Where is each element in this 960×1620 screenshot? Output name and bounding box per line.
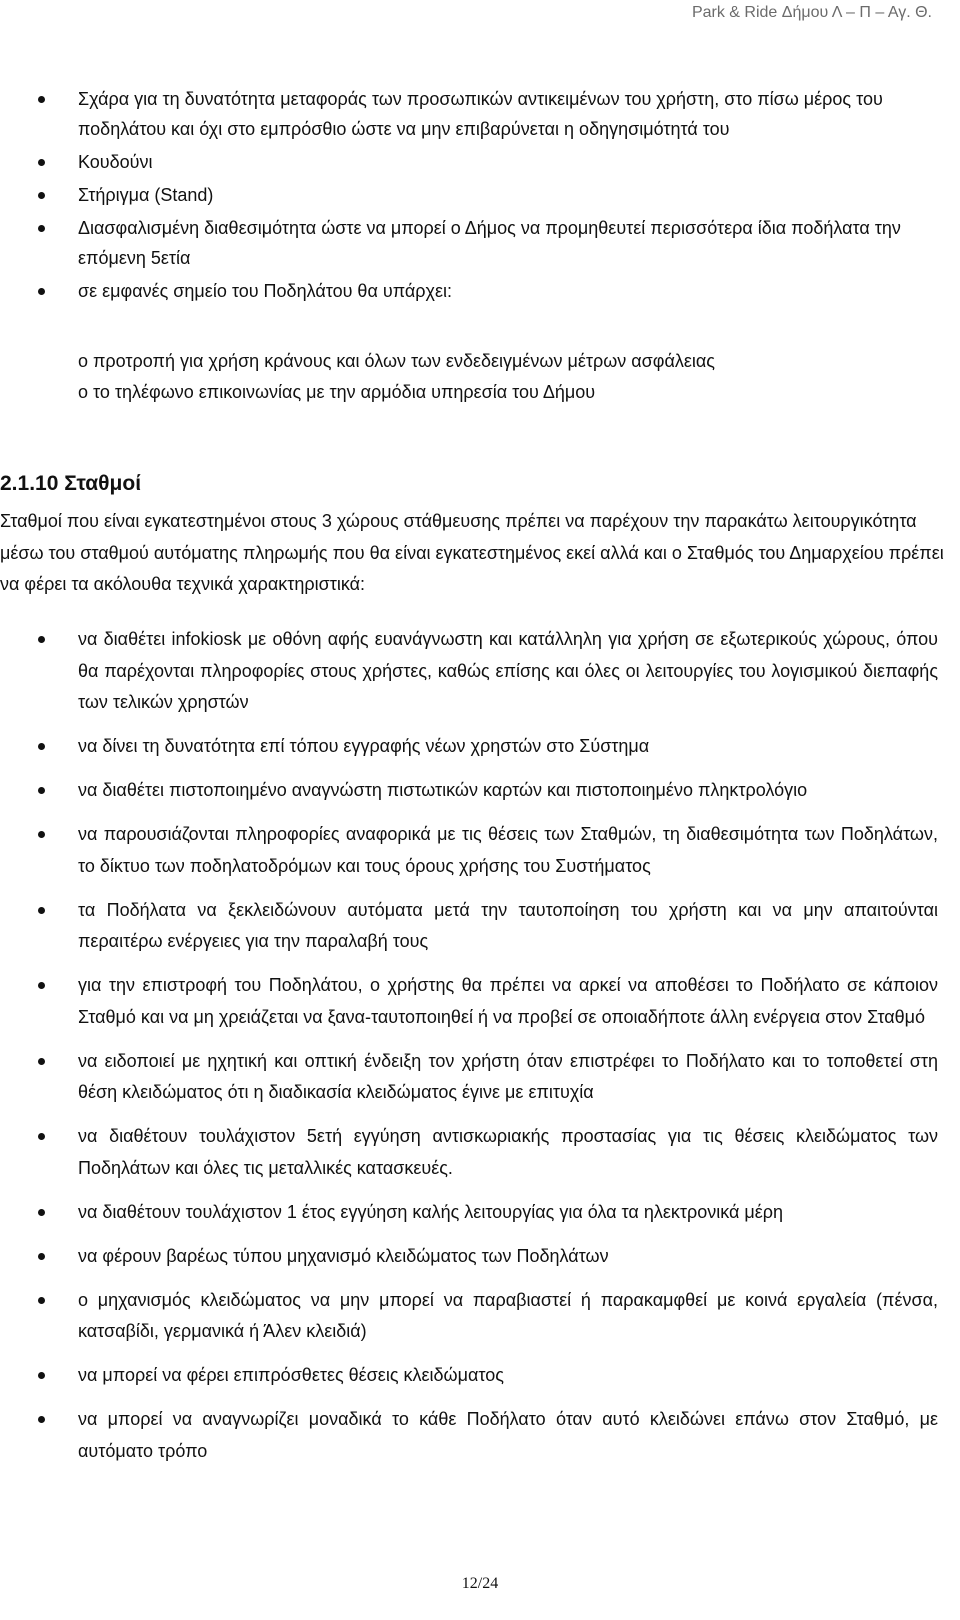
sub-item: o το τηλέφωνο επικοινωνίας με την αρμόδια υπηρεσία του Δήμου xyxy=(78,377,938,408)
page-header: Park & Ride Δήμου Λ – Π – Αγ. Θ. xyxy=(691,4,932,21)
list-item: να ειδοποιεί με ηχητική και οπτική ένδειξη τον χρήστη όταν επιστρέφει το Ποδήλατο και το τοποθετεί στη θέση κλειδώματος ότι η διαδικασία κλειδώματος έγινε με επιτυχία xyxy=(0,1046,940,1109)
list-item: σε εμφανές σημείο του Ποδηλάτου θα υπάρχει: xyxy=(0,276,960,306)
requirements-list xyxy=(0,624,940,1480)
section-intro: Σταθμοί που είναι εγκατεστημένοι στους 3 χώρους στάθμευσης πρέπει να παρέχουν την παρακάτω λειτουργικότητα μέσω του σταθμού αυτόματης πληρωμής που θα είναι εγκατεστημένος εκεί αλλά και ο Σταθμός του Δημαρχείου πρέπει να φέρει τα ακόλουθα τεχνικά χαρακτηριστικά: xyxy=(0,511,944,594)
page-number: 12/24 xyxy=(461,1575,499,1592)
list-item: Διασφαλισμένη διαθεσιμότητα ώστε να μπορεί ο Δήμος να προμηθευτεί περισσότερα ίδια ποδήλατα την επόμενη 5ετία xyxy=(0,213,960,273)
section-title: 2.1.10 Σταθμοί xyxy=(0,472,142,495)
list-item: Κουδούνι xyxy=(0,147,960,177)
sub-item: o προτροπή για χρήση κράνους και όλων των ενδεδειγμένων μέτρων ασφάλειας xyxy=(78,346,938,377)
list-item: ο μηχανισμός κλειδώματος να μην μπορεί να παραβιαστεί ή παρακαμφθεί με κοινά εργαλεία (πένσα, κατσαβίδι, γερμανικά ή Άλεν κλειδιά) xyxy=(0,1285,940,1348)
list-item: τα Ποδήλατα να ξεκλειδώνουν αυτόματα μετά την ταυτοποίηση του χρήστη και να μην απαιτούνται περαιτέρω ενέργειες για την παραλαβή τους xyxy=(0,895,940,958)
list-item: να διαθέτει infokiosk με οθόνη αφής ευανάγνωστη και κατάλληλη για χρήση σε εξωτερικούς χώρους, όπου θα παρέχονται πληροφορίες στους χρήστες, καθώς επίσης και όλες οι λειτουργίες του λογισμικού διεπαφής των τελικών χρηστών xyxy=(0,624,940,719)
list-item: Στήριγμα (Stand) xyxy=(0,180,960,210)
list-item: να μπορεί να αναγνωρίζει μοναδικά το κάθε Ποδήλατο όταν αυτό κλειδώνει επάνω στον Σταθμό, με αυτόματο τρόπο xyxy=(0,1404,940,1467)
list-item: να παρουσιάζονται πληροφορίες αναφορικά με τις θέσεις των Σταθμών, τη διαθεσιμότητα των Ποδηλάτων, το δίκτυο των ποδηλατοδρόμων και τους όρους χρήσης του Συστήματος xyxy=(0,819,940,882)
list-item: να διαθέτουν τουλάχιστον 5ετή εγγύηση αντισκωριακής προστασίας για τις θέσεις κλειδώματος των Ποδηλάτων και όλες τις μεταλλικές κατασκευές. xyxy=(0,1121,940,1184)
list-item: να διαθέτουν τουλάχιστον 1 έτος εγγύηση καλής λειτουργίας για όλα τα ηλεκτρονικά μέρη xyxy=(0,1197,940,1229)
features-list xyxy=(0,84,960,309)
sub-list xyxy=(78,346,938,408)
list-item: να φέρουν βαρέως τύπου μηχανισμό κλειδώματος των Ποδηλάτων xyxy=(0,1241,940,1273)
list-item: να δίνει τη δυνατότητα επί τόπου εγγραφής νέων χρηστών στο Σύστημα xyxy=(0,731,940,763)
list-item: Σχάρα για τη δυνατότητα μεταφοράς των προσωπικών αντικειμένων του χρήστη, στο πίσω μέρος του ποδηλάτου και όχι στο εμπρόσθιο ώστε να μην επιβαρύνεται η οδηγησιμότητά του xyxy=(0,84,960,144)
list-item: να μπορεί να φέρει επιπρόσθετες θέσεις κλειδώματος xyxy=(0,1360,940,1392)
list-item: να διαθέτει πιστοποιημένο αναγνώστη πιστωτικών καρτών και πιστοποιημένο πληκτρολόγιο xyxy=(0,775,940,807)
list-item: για την επιστροφή του Ποδηλάτου, ο χρήστης θα πρέπει να αρκεί να αποθέσει το Ποδήλατο σε κάποιον Σταθμό και να μη χρειάζεται να ξανα-ταυτοποιηθεί ή να προβεί σε οποιαδήποτε άλλη ενέργεια στον Σταθμό xyxy=(0,970,940,1033)
